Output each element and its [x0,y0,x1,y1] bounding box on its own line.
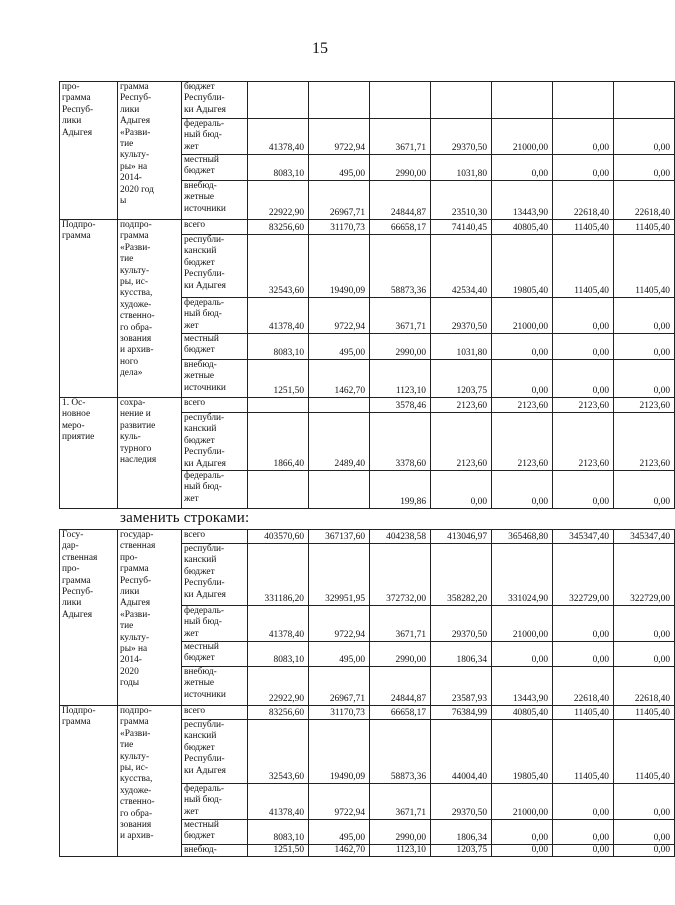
amount-cell: 345347,40 [614,530,675,544]
amount-cell: 2123,60 [492,398,553,413]
funding-source-cell: местный бюджет [182,334,248,360]
amount-cell: 11405,40 [553,235,614,298]
amount-cell: 495,00 [309,334,370,360]
amount-cell [614,82,675,119]
amount-cell: 26967,71 [309,181,370,220]
amount-cell [370,82,431,119]
amount-cell: 83256,60 [248,706,309,720]
budget-table-original [59,81,675,509]
amount-cell: 1031,80 [431,155,492,181]
funding-source-cell: федераль- ный бюд- жет [182,471,248,509]
funding-source-cell: республи- канский бюджет Республи- ки Адыгея [182,235,248,298]
amount-cell: 0,00 [553,845,614,857]
amount-cell: 19805,40 [492,235,553,298]
amount-cell [309,471,370,509]
amount-cell: 66658,17 [370,220,431,235]
amount-cell: 1251,50 [248,360,309,398]
amount-cell: 1123,10 [370,360,431,398]
amount-cell: 3671,71 [370,119,431,155]
funding-source-cell: местный бюджет [182,820,248,845]
amount-cell: 9722,94 [309,606,370,642]
amount-cell: 44004,40 [431,720,492,784]
amount-cell: 367137,60 [309,530,370,544]
amount-cell: 2123,60 [553,413,614,471]
funding-source-cell: республи- канский бюджет Республи- ки Адыгея [182,413,248,471]
amount-cell: 1123,10 [370,845,431,857]
amount-cell: 2123,60 [553,398,614,413]
amount-cell: 0,00 [614,334,675,360]
replace-heading: заменить строками: [120,510,250,526]
amount-cell [309,82,370,119]
amount-cell: 9722,94 [309,784,370,820]
amount-cell: 23587,93 [431,667,492,706]
amount-cell [431,82,492,119]
amount-cell: 0,00 [614,360,675,398]
funding-source-cell: внебюд- [182,845,248,857]
amount-cell: 0,00 [614,471,675,509]
amount-cell: 11405,40 [553,220,614,235]
amount-cell: 22618,40 [614,667,675,706]
amount-cell: 66658,17 [370,706,431,720]
amount-cell: 3671,71 [370,298,431,334]
amount-cell: 9722,94 [309,298,370,334]
amount-cell: 11405,40 [614,220,675,235]
amount-cell: 403570,60 [248,530,309,544]
amount-cell: 13443,90 [492,181,553,220]
funding-source-cell: федераль- ный бюд- жет [182,606,248,642]
amount-cell: 11405,40 [614,235,675,298]
amount-cell: 0,00 [553,784,614,820]
amount-cell: 11405,40 [614,706,675,720]
amount-cell: 1866,40 [248,413,309,471]
amount-cell: 495,00 [309,820,370,845]
table-row [60,220,675,235]
amount-cell: 23510,30 [431,181,492,220]
amount-cell: 0,00 [553,360,614,398]
amount-cell: 29370,50 [431,298,492,334]
amount-cell: 345347,40 [553,530,614,544]
amount-cell: 2990,00 [370,820,431,845]
amount-cell: 0,00 [553,334,614,360]
amount-cell: 1203,75 [431,845,492,857]
amount-cell: 83256,60 [248,220,309,235]
program-level-cell: Подпро- грамма [60,706,118,857]
budget-table-replacement [59,529,675,857]
amount-cell: 2489,40 [309,413,370,471]
amount-cell: 58873,36 [370,720,431,784]
amount-cell: 11405,40 [614,720,675,784]
amount-cell: 19490,09 [309,235,370,298]
amount-cell: 0,00 [553,471,614,509]
funding-source-cell: всего [182,706,248,720]
funding-source-cell: федераль- ный бюд- жет [182,298,248,334]
funding-source-cell: республи- канский бюджет Республи- ки Адыгея [182,720,248,784]
amount-cell: 322729,00 [553,544,614,606]
page-number: 15 [312,40,328,57]
program-level-cell: Подпро- грамма [60,220,118,398]
amount-cell: 29370,50 [431,606,492,642]
amount-cell: 0,00 [614,298,675,334]
amount-cell: 0,00 [492,334,553,360]
amount-cell: 42534,40 [431,235,492,298]
table-row [60,82,675,119]
amount-cell: 41378,40 [248,784,309,820]
amount-cell: 32543,60 [248,235,309,298]
table-body [60,530,675,857]
amount-cell: 2990,00 [370,642,431,667]
amount-cell: 0,00 [553,298,614,334]
amount-cell: 0,00 [614,845,675,857]
amount-cell: 322729,00 [614,544,675,606]
program-name-cell: подпро- грамма «Разви- тие культу- ры, ис- кусства, художе- ственно- го обра- зования и архив- ного дела» [118,220,182,398]
funding-source-cell: местный бюджет [182,642,248,667]
amount-cell: 0,00 [492,820,553,845]
amount-cell: 21000,00 [492,298,553,334]
amount-cell: 1251,50 [248,845,309,857]
funding-source-cell: всего [182,530,248,544]
amount-cell: 1806,34 [431,642,492,667]
program-name-cell: государ- ственная про- грамма Респуб- лики Адыгея «Разви- тие культу- ры» на 2014- 2020 годы [118,530,182,706]
amount-cell: 1203,75 [431,360,492,398]
amount-cell: 22922,90 [248,667,309,706]
funding-source-cell: внебюд- жетные источники [182,667,248,706]
amount-cell: 0,00 [553,119,614,155]
amount-cell: 21000,00 [492,784,553,820]
funding-source-cell: всего [182,220,248,235]
table-body [60,82,675,509]
amount-cell: 0,00 [492,845,553,857]
amount-cell: 22922,90 [248,181,309,220]
amount-cell: 0,00 [553,820,614,845]
amount-cell: 19805,40 [492,720,553,784]
program-name-cell: подпро- грамма «Разви- тие культу- ры, ис- кусства, художе- ственно- го обра- зования и архив- [118,706,182,857]
amount-cell: 495,00 [309,642,370,667]
funding-source-cell: бюджет Республи- ки Адыгея [182,82,248,119]
amount-cell: 331186,20 [248,544,309,606]
funding-source-cell: федераль- ный бюд- жет [182,784,248,820]
amount-cell: 1462,70 [309,845,370,857]
amount-cell: 31170,73 [309,706,370,720]
amount-cell: 21000,00 [492,119,553,155]
amount-cell: 2123,60 [492,413,553,471]
amount-cell: 404238,58 [370,530,431,544]
amount-cell: 29370,50 [431,119,492,155]
amount-cell: 3671,71 [370,784,431,820]
amount-cell: 41378,40 [248,606,309,642]
amount-cell: 2123,60 [614,398,675,413]
program-level-cell: 1. Ос- новное меро- приятие [60,398,118,509]
funding-source-cell: всего [182,398,248,413]
amount-cell [248,82,309,119]
amount-cell: 9722,94 [309,119,370,155]
amount-cell: 21000,00 [492,606,553,642]
amount-cell: 0,00 [614,155,675,181]
amount-cell: 329951,95 [309,544,370,606]
amount-cell: 2990,00 [370,334,431,360]
table-row [60,530,675,544]
amount-cell: 13443,90 [492,667,553,706]
program-level-cell: Госу- дар- ственная про- грамма Респуб- лики Адыгея [60,530,118,706]
amount-cell: 22618,40 [614,181,675,220]
funding-source-cell: внебюд- жетные источники [182,181,248,220]
amount-cell: 40805,40 [492,706,553,720]
funding-source-cell: республи- канский бюджет Республи- ки Адыгея [182,544,248,606]
amount-cell: 29370,50 [431,784,492,820]
amount-cell: 3671,71 [370,606,431,642]
funding-source-cell: внебюд- жетные источники [182,360,248,398]
amount-cell: 11405,40 [553,706,614,720]
amount-cell: 0,00 [553,642,614,667]
table-row [60,706,675,720]
amount-cell: 41378,40 [248,119,309,155]
amount-cell: 8083,10 [248,820,309,845]
amount-cell: 31170,73 [309,220,370,235]
amount-cell: 365468,80 [492,530,553,544]
amount-cell: 0,00 [492,155,553,181]
amount-cell: 0,00 [614,606,675,642]
amount-cell: 22618,40 [553,181,614,220]
amount-cell: 0,00 [553,155,614,181]
amount-cell: 0,00 [492,360,553,398]
amount-cell: 74140,45 [431,220,492,235]
amount-cell: 0,00 [492,642,553,667]
table-row [60,398,675,413]
amount-cell [309,398,370,413]
amount-cell: 3578,46 [370,398,431,413]
amount-cell: 11405,40 [553,720,614,784]
amount-cell: 1462,70 [309,360,370,398]
amount-cell: 372732,00 [370,544,431,606]
amount-cell: 26967,71 [309,667,370,706]
amount-cell: 0,00 [431,471,492,509]
amount-cell: 413046,97 [431,530,492,544]
amount-cell: 0,00 [492,471,553,509]
amount-cell: 495,00 [309,155,370,181]
amount-cell: 0,00 [614,119,675,155]
amount-cell: 24844,87 [370,667,431,706]
funding-source-cell: местный бюджет [182,155,248,181]
amount-cell: 32543,60 [248,720,309,784]
amount-cell: 331024,90 [492,544,553,606]
amount-cell: 8083,10 [248,642,309,667]
amount-cell: 3378,60 [370,413,431,471]
program-name-cell: сохра- нение и развитие куль- турного наследия [118,398,182,509]
amount-cell: 58873,36 [370,235,431,298]
amount-cell: 2123,60 [614,413,675,471]
amount-cell: 8083,10 [248,334,309,360]
amount-cell [492,82,553,119]
amount-cell: 0,00 [614,642,675,667]
amount-cell [248,471,309,509]
amount-cell: 76384,99 [431,706,492,720]
amount-cell: 24844,87 [370,181,431,220]
amount-cell: 8083,10 [248,155,309,181]
amount-cell [248,398,309,413]
amount-cell: 41378,40 [248,298,309,334]
amount-cell: 0,00 [614,784,675,820]
amount-cell: 2123,60 [431,398,492,413]
amount-cell: 1031,80 [431,334,492,360]
amount-cell: 1806,34 [431,820,492,845]
amount-cell: 199,86 [370,471,431,509]
amount-cell: 22618,40 [553,667,614,706]
amount-cell: 2123,60 [431,413,492,471]
program-level-cell: про- грамма Респуб- лики Адыгея [60,82,118,220]
amount-cell: 40805,40 [492,220,553,235]
amount-cell: 19490,09 [309,720,370,784]
amount-cell: 0,00 [614,820,675,845]
funding-source-cell: федераль- ный бюд- жет [182,119,248,155]
amount-cell: 358282,20 [431,544,492,606]
program-name-cell: грамма Респуб- лики Адыгея «Разви- тие культу- ры» на 2014- 2020 год ы [118,82,182,220]
amount-cell: 2990,00 [370,155,431,181]
amount-cell: 0,00 [553,606,614,642]
amount-cell [553,82,614,119]
